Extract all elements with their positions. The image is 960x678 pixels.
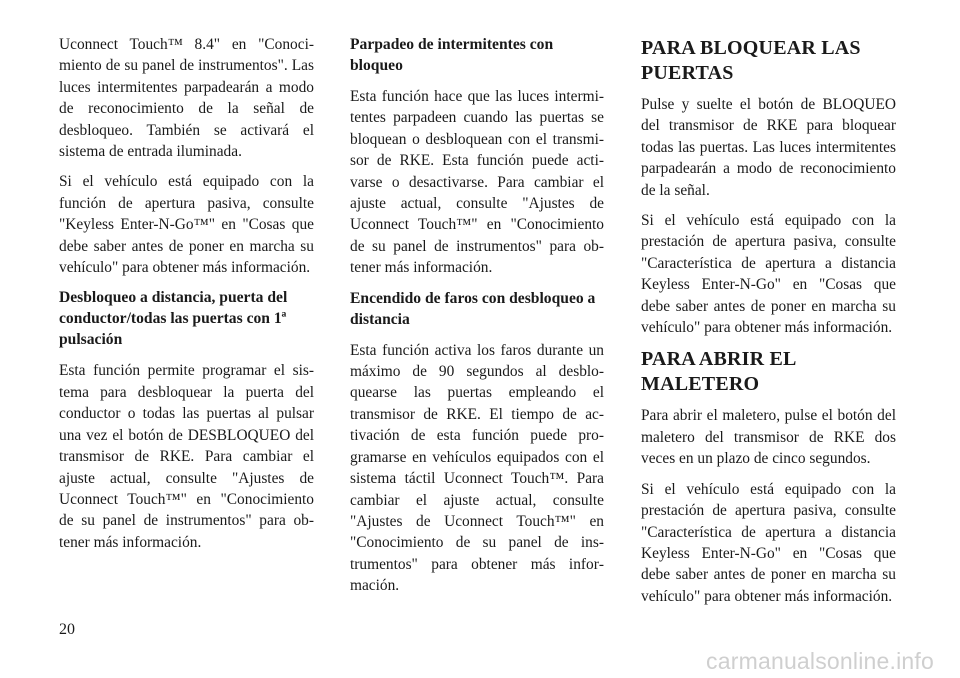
column-left [59,34,314,562]
heading-headlights-on-unlock: Encendido de faros con desbloqueo a distancia [350,289,596,328]
paragraph-passive-entry-note: Si el vehículo está equipado con la función de apertura pasiva, consulte "Keyless Enter-N-Go™" en "Cosas que debe saber antes de poner en marcha su vehículo" para obtener más información. [59,173,314,277]
section-title-lock-doors: PARA BLOQUEAR LAS PUERTAS [641,37,861,84]
paragraph-lock-doors-instructions: Pulse y suelte el botón de BLOQUEO del transmisor de RKE para bloquear todas las puertas. Las luces intermitentes parpadearán a modo de reconocimiento de la señal. [641,96,896,199]
heading-remote-unlock-driver-door: Desbloqueo a distancia, puerta del conductor/todas las puertas con 1ª pulsación [59,289,288,349]
section-title-open-trunk: PARA ABRIR EL MALETERO [641,348,796,396]
paragraph-open-trunk-instructions: Para abrir el maletero, pulse el botón del maletero del transmisor de RKE dos veces en un plazo de cinco segundos. [641,407,896,468]
column-middle [350,34,604,606]
paragraph-uconnect-reference: Uconnect Touch™ 8.4" en "Conocimiento de su panel de instrumentos". Las luces intermitentes parpadearán a modo de reconocimiento de la señal de desbloqueo. También se activará el sistema de entrada iluminada. [59,36,314,161]
heading-flash-lights-with-lock: Parpadeo de intermitentes con bloqueo [350,36,554,74]
paragraph-headlights-description: Esta función activa los faros durante un máximo de 90 segundos al desbloquearse las puertas empleando el transmisor de RKE. El tiempo de activación de esta función puede programarse en vehículos equipados con el sistema táctil Uconnect Touch™. Para cambiar el ajuste actual, consulte "Ajustes de Uconnect Touch™" en "Conocimiento de su panel de instrumentos" para obtener más información. [350,341,604,595]
page-number: 20 [59,621,75,638]
paragraph-lock-passive-entry-note: Si el vehículo está equipado con la prestación de apertura pasiva, consulte "Característica de apertura a distancia Keyless Enter-N-Go" en "Cosas que debe saber antes de poner en marcha su vehículo" para obtener más información. [641,212,896,337]
watermark: carmanualsonline.info [706,648,934,674]
paragraph-trunk-passive-entry-note: Si el vehículo está equipado con la prestación de apertura pasiva, consulte "Característica de apertura a distancia Keyless Enter-N-Go" en "Cosas que debe saber antes de poner en marcha su vehículo" para obtener más información. [641,480,896,605]
paragraph-flash-lights-description: Esta función hace que las luces intermitentes parpadeen cuando las puertas se bloquean o desbloquean con el transmisor de RKE. Esta función puede activarse o desactivarse. Para cambiar el ajuste actual, consulte "Ajustes de Uconnect Touch™" en "Conocimiento de su panel de instrumentos" para obtener más información. [350,88,604,277]
column-right [641,34,896,616]
paragraph-remote-unlock-description: Esta función permite programar el sistema para desbloquear la puerta del conductor o todas las puertas al pulsar una vez el botón de DESBLOQUEO del transmisor de RKE. Para cambiar el ajuste actual, consulte "Ajustes de Uconnect Touch™" en "Conocimiento de su panel de instrumentos" para obtener más información. [59,362,314,551]
